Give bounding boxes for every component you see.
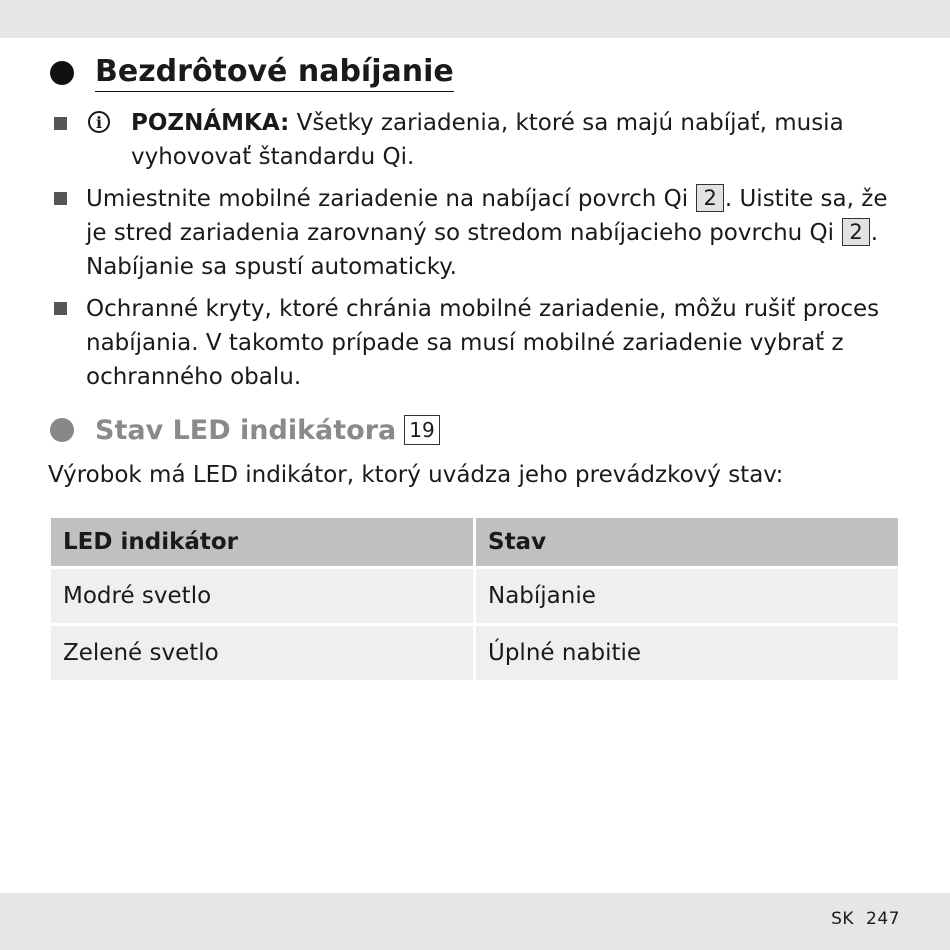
led-status-table bbox=[48, 515, 901, 683]
page-number: 247 bbox=[866, 909, 900, 929]
table-cell: Nabíjanie bbox=[476, 569, 898, 623]
figure-ref: 2 bbox=[696, 184, 723, 212]
para1-text: je stred zariadenia zarovnaný so stredom nabíjacieho povrchu Qi bbox=[86, 220, 842, 246]
bottom-band bbox=[0, 893, 950, 950]
square-bullet-icon bbox=[54, 117, 67, 130]
top-band bbox=[0, 0, 950, 38]
para2-line-2: nabíjania. V takomto prípade sa musí mobilné zariadenie vybrať z bbox=[86, 330, 844, 356]
table-header-row bbox=[51, 518, 898, 566]
para1-text: . Uistite sa, že bbox=[724, 186, 888, 212]
section-heading bbox=[50, 52, 454, 94]
figure-ref: 2 bbox=[842, 218, 869, 246]
figure-ref: 19 bbox=[404, 415, 439, 445]
table-row bbox=[51, 569, 898, 623]
subsection-title: Stav LED indikátora bbox=[95, 414, 397, 446]
page-footer bbox=[831, 909, 900, 929]
black-dot-icon bbox=[50, 61, 74, 85]
para2-line-1: Ochranné kryty, ktoré chránia mobilné zariadenie, môžu rušiť proces bbox=[86, 296, 880, 322]
para2-line-3: ochranného obalu. bbox=[86, 364, 302, 390]
table-cell: Úplné nabitie bbox=[476, 626, 898, 680]
para1-text: . bbox=[870, 220, 879, 246]
para1-line-3: Nabíjanie sa spustí automaticky. bbox=[86, 254, 457, 280]
section-title: Bezdrôtové nabíjanie bbox=[95, 55, 454, 92]
square-bullet-icon bbox=[54, 192, 67, 205]
info-circle-icon: i bbox=[88, 111, 110, 133]
table-header-cell: Stav bbox=[476, 518, 898, 566]
note-line-2: vyhovovať štandardu Qi. bbox=[131, 144, 415, 170]
table-row bbox=[51, 626, 898, 680]
square-bullet-icon bbox=[54, 302, 67, 315]
note-text: Všetky zariadenia, ktoré sa majú nabíjať, musia bbox=[289, 110, 844, 136]
note-label: POZNÁMKA: bbox=[131, 110, 290, 136]
language-code: SK bbox=[831, 909, 855, 929]
table-cell: Zelené svetlo bbox=[51, 626, 473, 680]
intro-text: Výrobok má LED indikátor, ktorý uvádza jeho prevádzkový stav: bbox=[48, 462, 784, 488]
para1-text: Umiestnite mobilné zariadenie na nabíjací povrch Qi bbox=[86, 186, 696, 212]
table-header-cell: LED indikátor bbox=[51, 518, 473, 566]
para1-line-1 bbox=[86, 182, 887, 216]
para1-line-2 bbox=[86, 216, 878, 250]
table-cell: Modré svetlo bbox=[51, 569, 473, 623]
subsection-heading bbox=[50, 412, 440, 448]
note-line-1 bbox=[131, 106, 844, 140]
grey-dot-icon bbox=[50, 418, 74, 442]
